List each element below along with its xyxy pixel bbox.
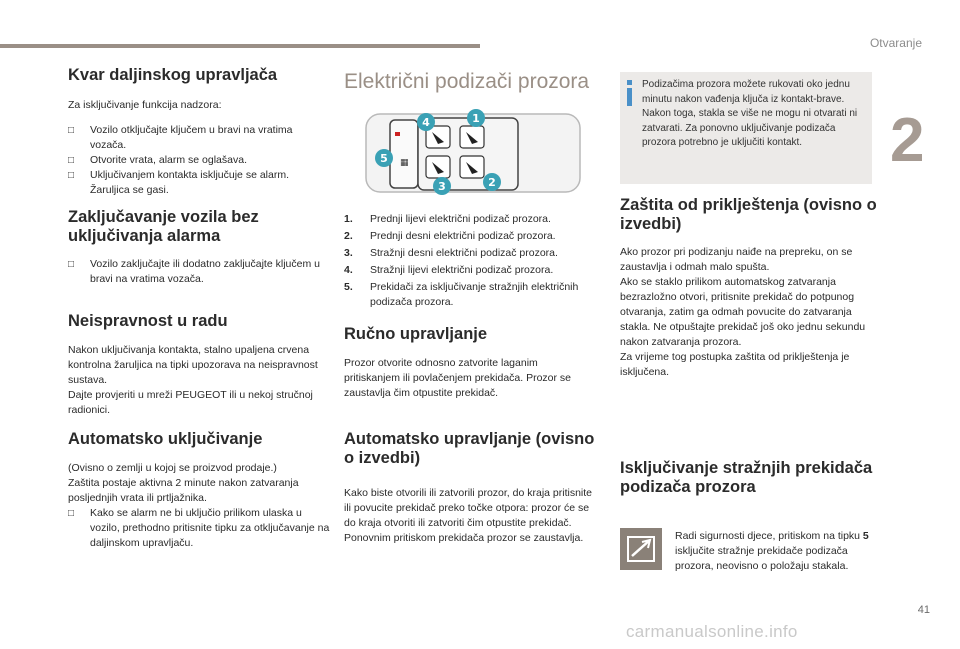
paragraph: Ako prozor pri podizanju naiđe na prepreku, on se zaustavlja i odmah malo spušta. Ako se staklo prilikom automatskog zatvaranja bezrazložno otvori, pritisnite prekidač do potpunog otvaranja, zatim ga odmah povucite do zatvaranja stakla. Ne otpuštajte prekidač još oko jednu sekundu nakon zatvaranja prozora. Za vrijeme tog postupka zaštita od priklještenja je isključena. bbox=[620, 246, 866, 378]
callout-1 bbox=[467, 109, 485, 127]
paragraph: Kako biste otvorili ili zatvorili prozor, do kraja pritisnite ili povucite prekidač preko točke otpora: prozor će se do kraja otvoriti ili zatvoriti čim otpustite prekidač. Ponovnim pritiskom prekidača prozor se zaustavlja. bbox=[344, 487, 593, 544]
list-item: 5. Prekidači za isključivanje stražnjih električnih podizača prozora. bbox=[344, 281, 579, 308]
heading-lock-without-alarm: Zaključavanje vozila bez uključivanja alarma bbox=[68, 208, 259, 245]
callout-3 bbox=[433, 177, 451, 195]
svg-text:4: 4 bbox=[422, 116, 430, 129]
checkbox-icon: □ bbox=[68, 125, 75, 136]
paragraph: Nakon uključivanja kontakta, stalno upaljena crvena kontrolna žaruljica na tipki upozorava na neispravnost sustava. Dajte provjeriti u mreži PEUGEOT ili u nekoj stručnoj radionici. bbox=[68, 344, 318, 416]
numbered-list bbox=[344, 212, 602, 312]
bullet-list bbox=[68, 257, 330, 287]
heading-automatic-activation: Automatsko uključivanje bbox=[68, 430, 263, 448]
header-bar bbox=[0, 44, 480, 48]
heading-electric-windows: Električni podizači prozora bbox=[344, 70, 590, 93]
paragraph: Prozor otvorite odnosno zatvorite laganim pritiskanjem ili povlačenjem prekidača. Prozor se zaustavlja čim otpustite prekidač. bbox=[344, 357, 572, 399]
heading-malfunction: Neispravnost u radu bbox=[68, 312, 228, 330]
info-text: Podizačima prozora možete rukovati oko jednu minutu nakon vađenja ključa iz kontakt-brave. Nakon toga, stakla se više ne mogu ni otvarati ni zatvarati. Za ponovno uključivanje podizača prozora potrebno je uključiti kontakt. bbox=[642, 79, 858, 149]
list-item: 3. Stražnji desni električni podizač prozora. bbox=[344, 247, 558, 259]
list-item: 2. Prednji desni električni podizač prozora. bbox=[344, 230, 556, 242]
heading-remote-failure: Kvar daljinskog upravljača bbox=[68, 66, 278, 84]
bullet-list bbox=[68, 123, 330, 198]
lockout-led bbox=[395, 132, 400, 136]
info-icon bbox=[624, 80, 635, 106]
lockout-switch bbox=[390, 120, 418, 188]
list-item: □ Kako se alarm ne bi uključio prilikom ulaska u vozilo, prethodno pritisnite tipku za otključavanje na daljinskom upravljaču. bbox=[68, 507, 330, 549]
chapter-number: 2 bbox=[890, 106, 925, 175]
list-item: 1. Prednji lijevi električni podizač prozora. bbox=[344, 213, 551, 225]
heading-rear-switch-disable: Isključivanje stražnjih prekidača podizača prozora bbox=[620, 459, 873, 496]
callout-4 bbox=[417, 113, 435, 131]
paragraph: Za isključivanje funkcija nadzora: bbox=[68, 99, 222, 111]
paragraph: (Ovisno o zemlji u kojoj se proizvod prodaje.) Zaštita postaje aktivna 2 minute nakon zatvaranja posljednjih vrata ili prtljažnika. bbox=[68, 462, 299, 504]
section-title: Otvaranje bbox=[869, 36, 922, 50]
svg-text:1: 1 bbox=[472, 112, 480, 125]
lockout-symbol-icon: ▦ bbox=[400, 158, 409, 168]
list-item: □ Otvorite vrata, alarm se oglašava. bbox=[68, 154, 247, 166]
list-item: □ Uključivanjem kontakta isključuje se alarm. Žaruljica se gasi. bbox=[68, 169, 289, 196]
page-number: 41 bbox=[917, 604, 930, 616]
paragraph-rear-lock: Radi sigurnosti djece, pritiskom na tipku 5 isključite stražnje prekidače podizača prozora, neovisno o položaju stakala. bbox=[675, 530, 869, 572]
list-item: 4. Stražnji lijevi električni podizač prozora. bbox=[344, 264, 554, 276]
svg-text:2: 2 bbox=[488, 176, 496, 189]
svg-text:3: 3 bbox=[438, 180, 446, 193]
window-switch-diagram bbox=[360, 108, 588, 198]
heading-anti-pinch: Zaštita od priklještenja (ovisno o izvedbi) bbox=[620, 196, 877, 233]
checkbox-icon: □ bbox=[68, 170, 75, 181]
window-lock-icon bbox=[620, 528, 662, 570]
checkbox-icon: □ bbox=[68, 259, 75, 270]
svg-text:5: 5 bbox=[380, 152, 388, 165]
info-box bbox=[620, 72, 872, 184]
bullet-list bbox=[68, 506, 330, 551]
heading-manual-operation: Ručno upravljanje bbox=[344, 325, 488, 343]
list-item: □ Vozilo zaključajte ili dodatno zaključajte ključem u bravi na vratima vozača. bbox=[68, 258, 320, 285]
callout-5 bbox=[375, 149, 393, 167]
list-item: □ Vozilo otključajte ključem u bravi na vratima vozača. bbox=[68, 124, 293, 151]
callout-2 bbox=[483, 173, 501, 191]
checkbox-icon: □ bbox=[68, 508, 75, 519]
heading-automatic-operation: Automatsko upravljanje (ovisno o izvedbi) bbox=[344, 430, 595, 467]
watermark: carmanualsonline.info bbox=[626, 622, 798, 641]
checkbox-icon: □ bbox=[68, 155, 75, 166]
